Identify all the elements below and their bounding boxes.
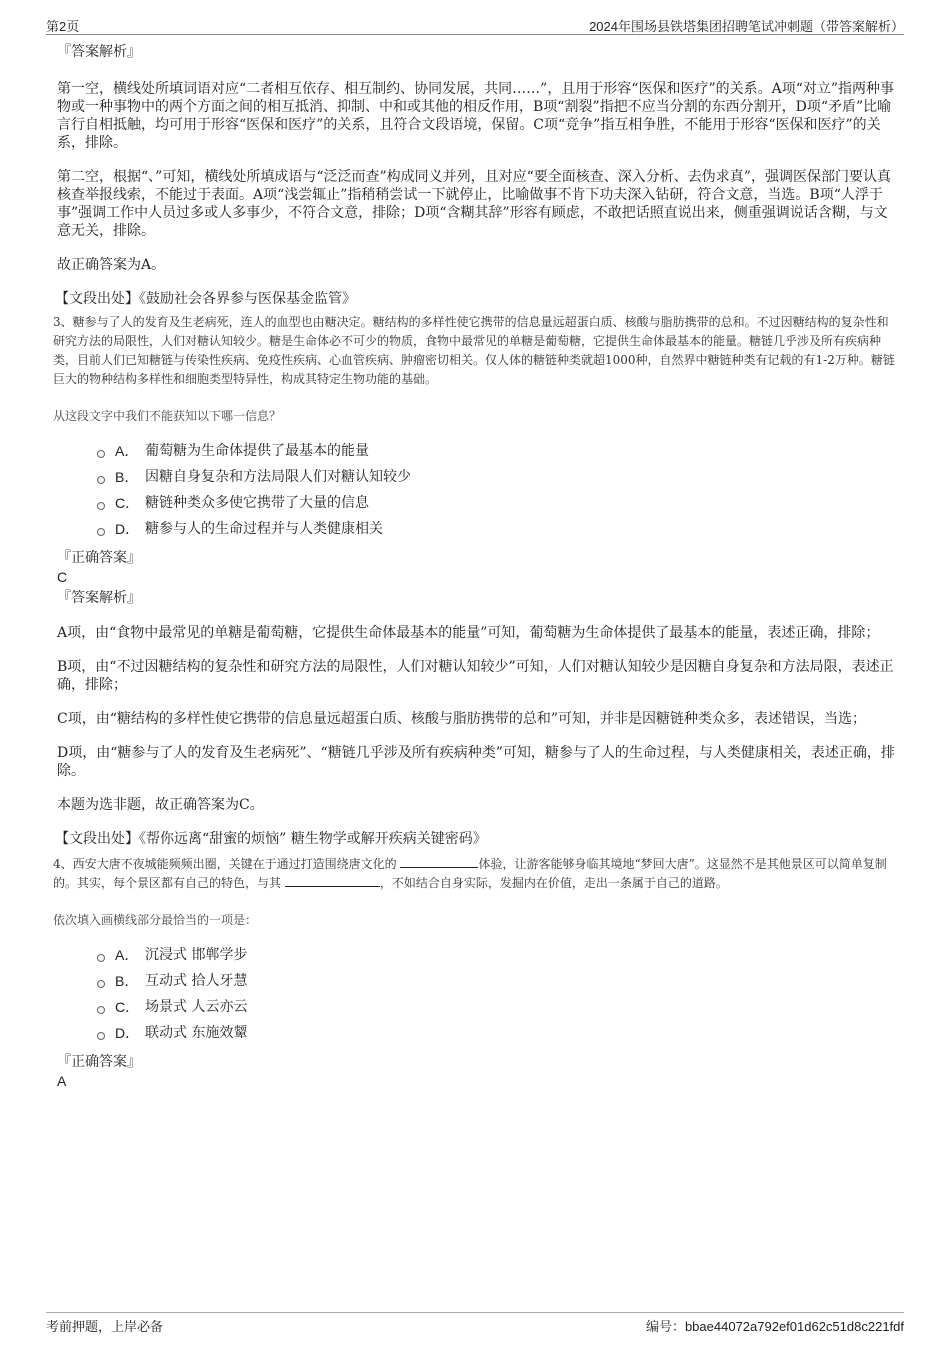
option-d[interactable]: D． 糖参与人的生命过程并与人类健康相关 xyxy=(97,516,897,542)
document-body xyxy=(53,42,897,1090)
fill-blank-2 xyxy=(285,874,380,887)
radio-icon[interactable] xyxy=(97,502,105,510)
option-d[interactable]: D． 联动式 东施效颦 xyxy=(97,1020,897,1046)
page-header xyxy=(46,14,904,35)
question-text: 3、糖参与了人的发育及生老病死，连人的血型也由糖决定。糖结构的多样性使它携带的信息量远超蛋白质、核酸与脂肪携带的总和。不过因糖结构的复杂性和研究方法的局限性，人们对糖认知较少。糖是生命体必不可少的物质，食物中最常见的单糖是葡萄糖，它提供生命体最基本的能量。糖链几乎涉及所有疾病种类，目前人们已知糖链与传染性疾病、免疫性疾病、心血管疾病、肿瘤密切相关。仅人体的糖链种类就超1000种，自然界中糖链种类有记载的有1-2万种。糖链巨大的物种结构多样性和细胞类型特异性，构成其特定生物功能的基础。 xyxy=(53,315,895,386)
analysis-option-c: C项，由“糖结构的多样性使它携带的信息量远超蛋白质、核酸与脂肪携带的总和”可知，并非是因糖链种类众多，表述错误，当选； xyxy=(57,711,867,727)
page-footer xyxy=(46,1312,904,1335)
radio-icon[interactable] xyxy=(97,954,105,962)
option-c[interactable]: C． 糖链种类众多使它携带了大量的信息 xyxy=(97,490,897,516)
option-b[interactable]: B． 互动式 拾人牙慧 xyxy=(97,968,897,994)
source-citation: 【文段出处】《帮你远离“甜蜜的烦恼” 糖生物学或解开疾病关键密码》 xyxy=(55,831,487,847)
radio-icon[interactable] xyxy=(97,450,105,458)
options-list xyxy=(57,438,897,542)
footer-slogan: 考前押题，上岸必备 xyxy=(46,1319,164,1334)
radio-icon[interactable] xyxy=(97,1006,105,1014)
question-text: 4、西安大唐不夜城能频频出圈，关键在于通过打造围绕唐文化的 体验，让游客能够身临其境地“梦回大唐”。这显然不是其他景区可以简单复制的。其实，每个景区都有自己的特色，与其 ，不如结合自身实际，发掘内在价值，走出一条属于自己的道路。 xyxy=(53,857,887,890)
correct-answer-label: 『正确答案』 xyxy=(57,550,141,566)
options-list xyxy=(57,942,897,1046)
option-a[interactable]: A． 沉浸式 邯郸学步 xyxy=(97,942,897,968)
analysis-option-b: B项，由“不过因糖结构的复杂性和研究方法的局限性，人们对糖认知较少”可知，人们对糖认知较少是因糖自身复杂和方法局限，表述正确，排除； xyxy=(57,659,894,693)
correct-answer-label: 『正确答案』 xyxy=(57,1054,141,1070)
analysis-label: 『答案解析』 xyxy=(57,44,141,60)
analysis-paragraph: 第二空，根据“、”可知，横线处所填成语与“泛泛而查”构成同义并列，且对应“要全面核查、深入分析、去伪求真”，强调医保部门要认真核查举报线索，不能过于表面。A项“浅尝辄止”指稍稍尝试一下就停止，比喻做事不肯下功夫深入钻研，符合文意，当选。B项“人浮于事”强调工作中人员过多或人多事少，不符合文意，排除；D项“含糊其辞”形容有顾虑，不敢把话照直说出来，侧重强调说话含糊，与文意无关，排除。 xyxy=(57,169,891,239)
correct-answer: A xyxy=(57,1073,67,1089)
option-b[interactable]: B． 因糖自身复杂和方法局限人们对糖认知较少 xyxy=(97,464,897,490)
analysis-option-a: A项，由“食物中最常见的单糖是葡萄糖，它提供生命体最基本的能量”可知，葡萄糖为生命体提供了最基本的能量，表述正确，排除； xyxy=(57,625,880,641)
question-prompt: 依次填入画横线部分最恰当的一项是： xyxy=(53,913,258,927)
analysis-paragraph: 第一空，横线处所填词语对应“二者相互依存、相互制约、协同发展，共同……”，且用于形容“医保和医疗”的关系。A项“对立”指两种事物或一种事物中的两个方面之间的相互抵消、抑制、中和或其他的相反作用，B项“割裂”指把不应当分割的东西分割开，D项“矛盾”比喻言行自相抵触，均可用于形容“医保和医疗”的关系，且符合文段语境，保留。C项“竞争”指互相争胜，不能用于形容“医保和医疗”的关系，排除。 xyxy=(57,81,895,151)
document-title: 2024年围场县铁塔集团招聘笔试冲刺题（带答案解析） xyxy=(589,19,904,34)
correct-answer: C xyxy=(57,569,68,585)
analysis-option-d: D项，由“糖参与了人的发育及生老病死”、“糖链几乎涉及所有疾病种类”可知，糖参与了人的生命过程，与人类健康相关，表述正确，排除。 xyxy=(57,745,895,779)
option-a[interactable]: A． 葡萄糖为生命体提供了最基本的能量 xyxy=(97,438,897,464)
radio-icon[interactable] xyxy=(97,476,105,484)
question-prompt: 从这段文字中我们不能获知以下哪一信息？ xyxy=(53,409,282,423)
analysis-label: 『答案解析』 xyxy=(57,590,141,606)
radio-icon[interactable] xyxy=(97,980,105,988)
document-id: 编号：bbae44072a792ef01d62c51d8c221fdf xyxy=(645,1319,904,1334)
fill-blank-1 xyxy=(400,855,478,868)
source-citation: 【文段出处】《鼓励社会各界参与医保基金监管》 xyxy=(55,291,356,307)
conclusion: 故正确答案为A。 xyxy=(57,257,166,273)
option-c[interactable]: C． 场景式 人云亦云 xyxy=(97,994,897,1020)
conclusion: 本题为选非题，故正确答案为C。 xyxy=(57,797,264,813)
page-number: 第2页 xyxy=(46,19,80,34)
radio-icon[interactable] xyxy=(97,528,105,536)
radio-icon[interactable] xyxy=(97,1032,105,1040)
